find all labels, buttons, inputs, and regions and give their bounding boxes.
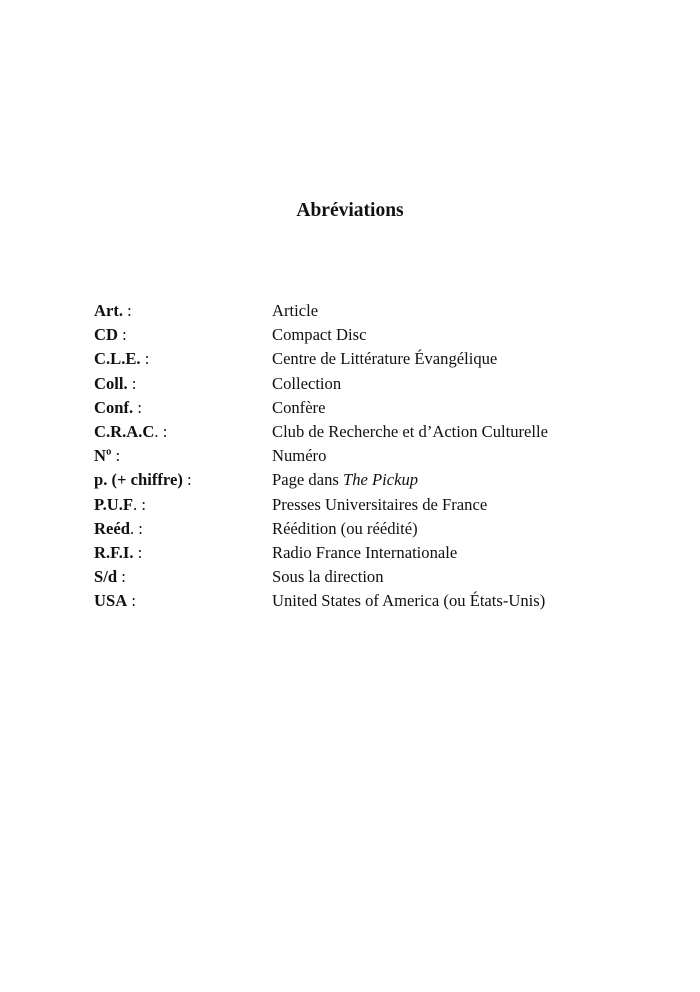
abbreviation-term [94, 396, 272, 420]
abbreviation-term [94, 323, 272, 347]
separator: : [117, 325, 127, 345]
separator: : [140, 349, 150, 369]
abbreviation-definition: Réédition (ou réédité) [272, 518, 418, 538]
abbreviation-definition: Club de Recherche et d’Action Culturelle [272, 421, 549, 441]
abbreviation: USA [94, 591, 128, 611]
abbreviation-term [94, 299, 272, 323]
abbreviation-term [94, 565, 272, 589]
abbreviation-term [94, 517, 272, 541]
separator: : [133, 542, 143, 562]
abbreviation: R.F.I. [94, 542, 134, 562]
abbreviation-term [94, 468, 272, 492]
list-item [94, 468, 654, 492]
abbreviation: S/d [94, 567, 118, 587]
list-item [94, 517, 654, 541]
abbreviation: p. (+ chiffre) [94, 470, 183, 490]
separator: : [111, 446, 121, 466]
separator: : [127, 373, 137, 393]
abbreviation: Coll. [94, 373, 128, 393]
definition-text: Page dans [272, 470, 343, 490]
abbreviation-term [94, 493, 272, 517]
page-title: Abréviations [296, 200, 404, 221]
abbreviation: Conf. [94, 397, 134, 417]
abbreviation-definition: Radio France Internationale [272, 542, 458, 562]
abbreviation: C.L.E. [94, 349, 141, 369]
separator: : [117, 567, 126, 587]
list-item [94, 323, 654, 347]
separator: . : [129, 518, 143, 538]
abbreviation-definition: Collection [272, 373, 342, 393]
abbreviation-definition: Article [272, 301, 319, 320]
separator: : [182, 470, 192, 490]
list-item [94, 347, 654, 371]
separator: . : [154, 421, 168, 441]
list-item [94, 444, 654, 468]
abbreviation: Reéd [94, 518, 130, 538]
abbreviation-definition: Confère [272, 397, 326, 417]
abbreviation-term [94, 420, 272, 444]
abbreviation: P.U.F [94, 494, 134, 514]
abbreviation-term [94, 444, 272, 468]
list-item [94, 299, 654, 323]
list-item [94, 565, 654, 589]
list-item [94, 589, 654, 613]
separator: : [123, 301, 132, 320]
separator: : [127, 591, 136, 611]
abbreviation-term [94, 347, 272, 371]
abbreviation: Nº [94, 446, 112, 466]
abbreviation-term [94, 541, 272, 565]
list-item [94, 396, 654, 420]
abbreviation-definition: Presses Universitaires de France [272, 494, 488, 514]
abbreviation-list [94, 299, 654, 613]
abbreviation-definition: Compact Disc [272, 325, 367, 345]
list-item [94, 420, 654, 444]
list-item [94, 541, 654, 565]
list-item [94, 493, 654, 517]
abbreviation-definition: Centre de Littérature Évangélique [272, 349, 498, 369]
list-item [94, 372, 654, 396]
abbreviation: C.R.A.C [94, 421, 155, 441]
abbreviation-term [94, 372, 272, 396]
abbreviation: Art. [94, 301, 124, 320]
abbreviation-definition: Sous la direction [272, 567, 384, 587]
abbreviation-definition [272, 468, 654, 492]
abbreviation-definition: United States of America (ou États-Unis) [272, 591, 546, 611]
separator: . : [133, 494, 146, 514]
abbreviation: CD [94, 325, 118, 345]
abbreviation-term [94, 589, 272, 613]
abbreviation-definition: Numéro [272, 446, 327, 466]
separator: : [133, 397, 142, 417]
book-title: The Pickup [342, 470, 419, 490]
